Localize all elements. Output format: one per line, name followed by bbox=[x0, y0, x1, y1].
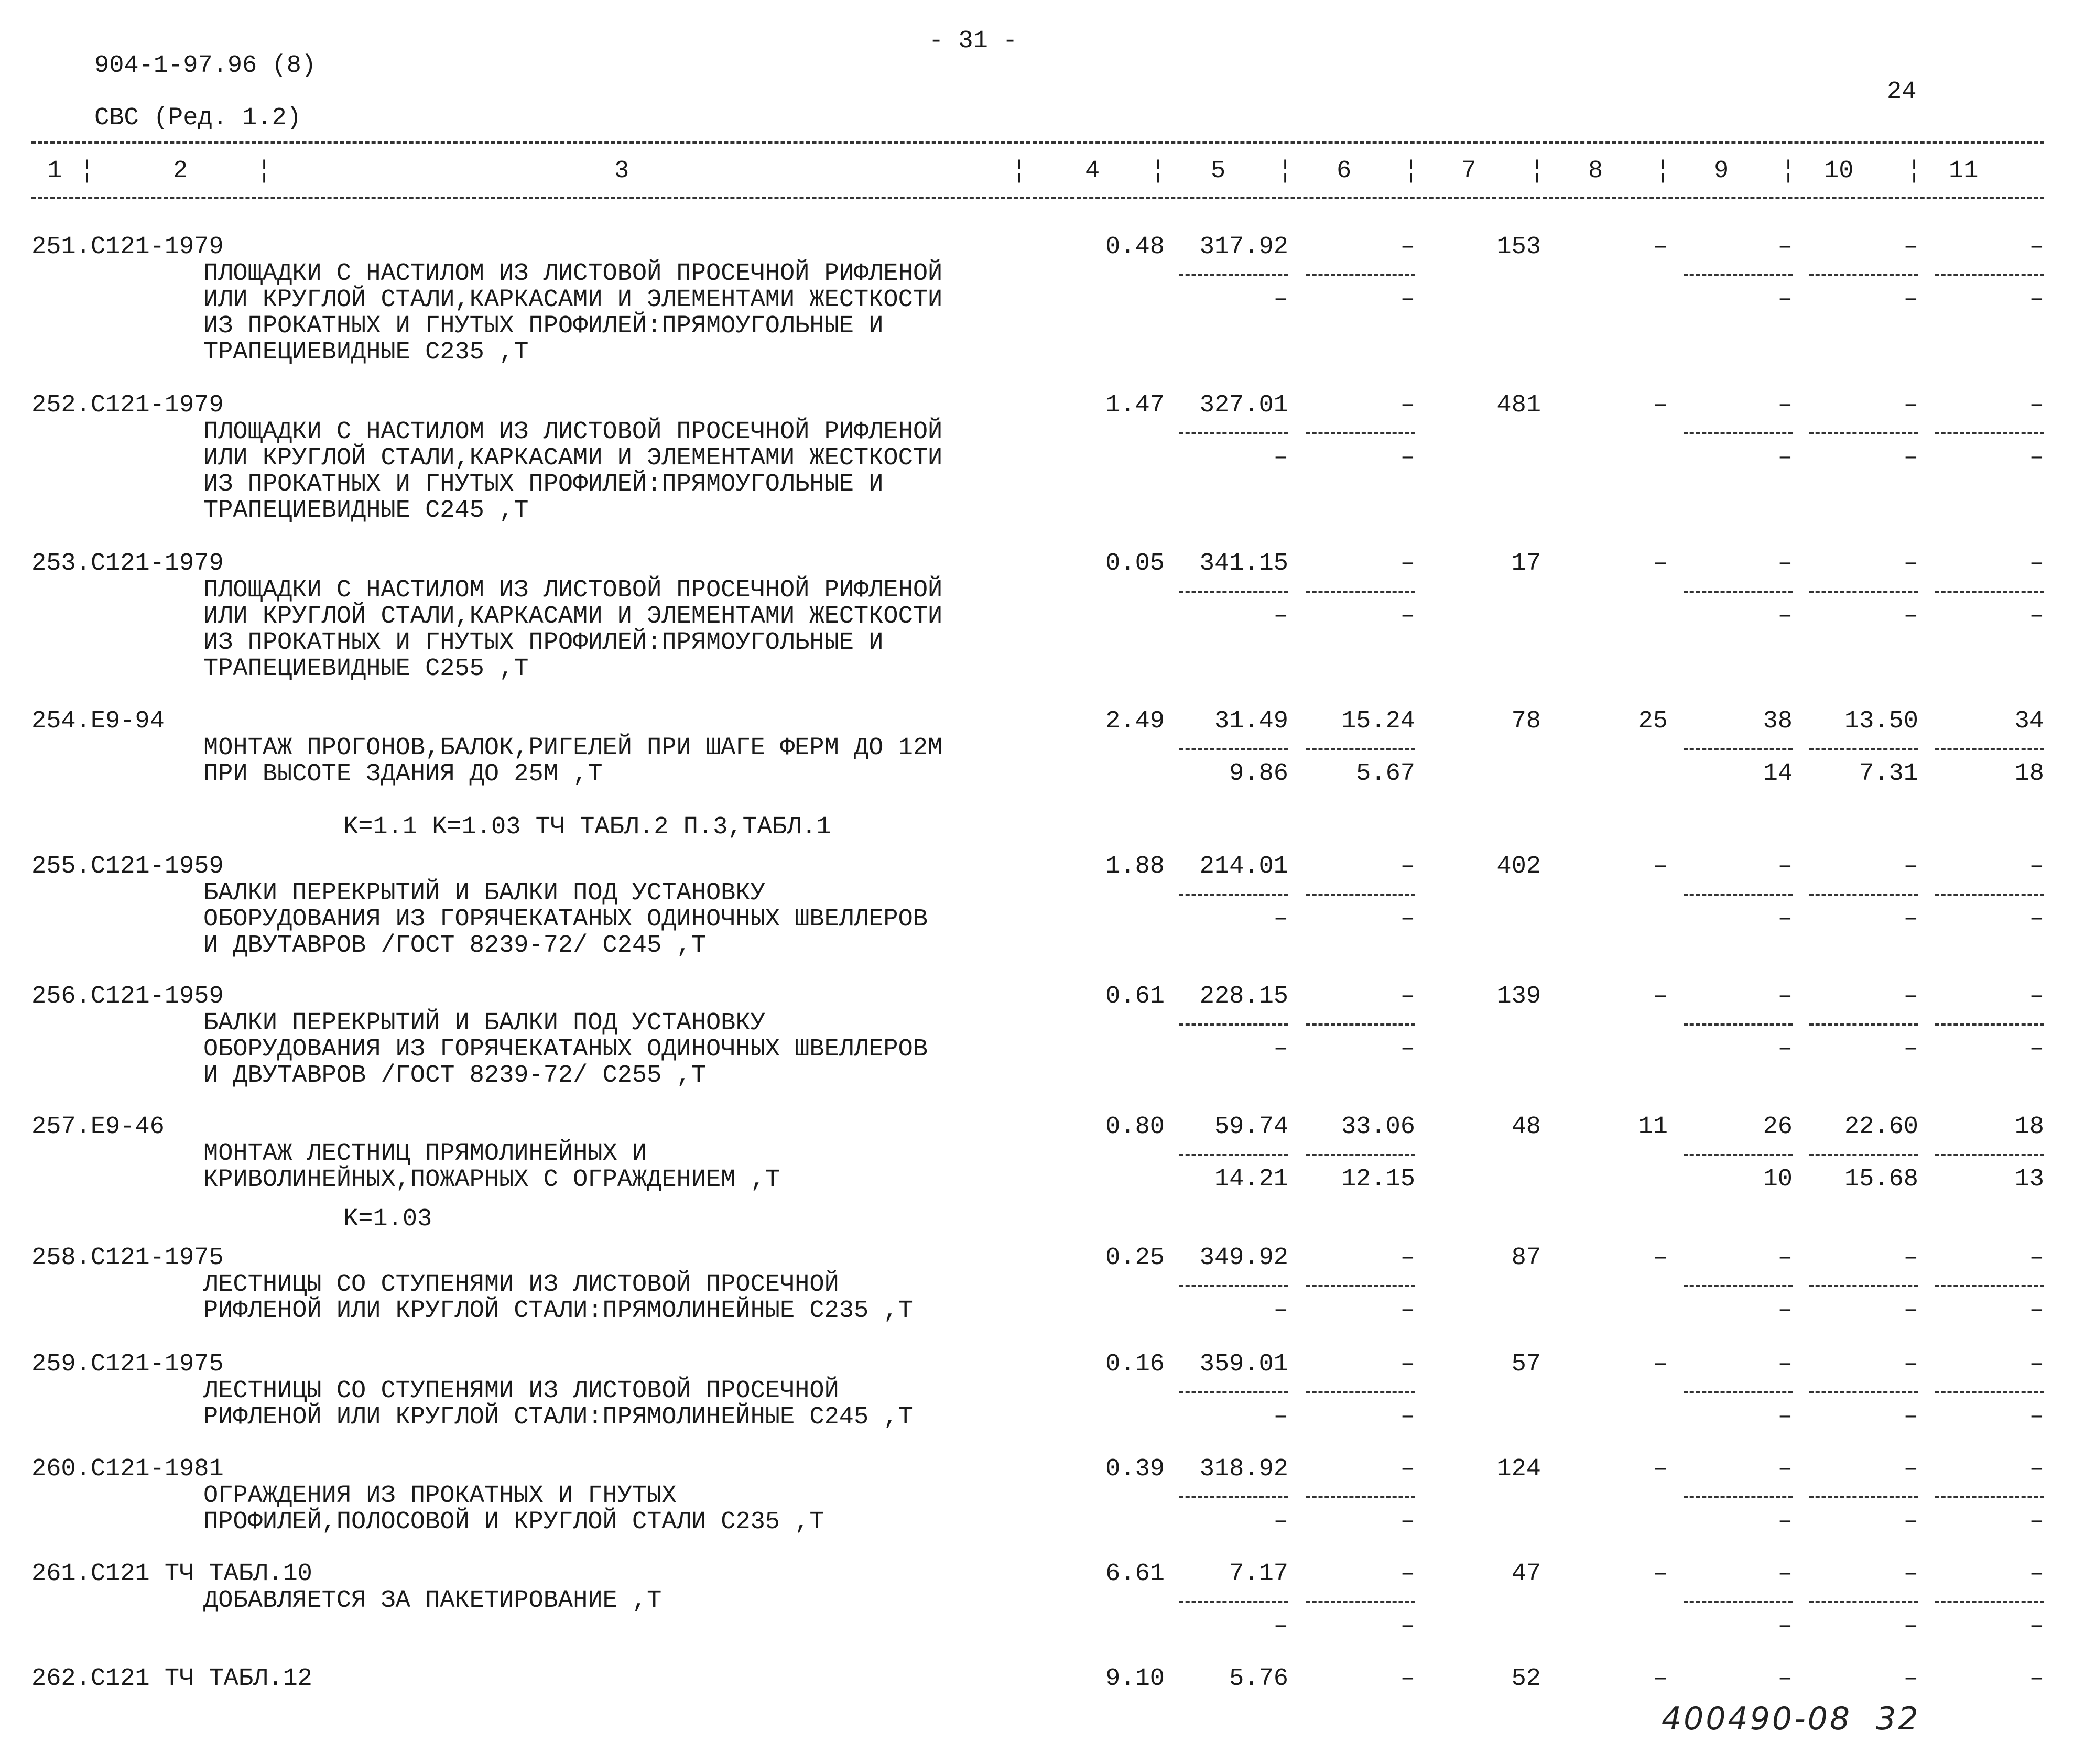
cell-col-9-lower: – bbox=[1777, 1613, 1793, 1640]
cell-col-6: – bbox=[1400, 853, 1415, 880]
cell-col-8: – bbox=[1653, 233, 1668, 261]
cell-col-10: – bbox=[1903, 983, 1918, 1010]
cell-col-11: – bbox=[2029, 1560, 2044, 1588]
row-description-line: БАЛКИ ПЕРЕКРЫТИЙ И БАЛКИ ПОД УСТАНОВКУ bbox=[203, 1009, 765, 1037]
cell-col-11: 34 bbox=[2014, 707, 2044, 735]
cell-col-6: 33.06 bbox=[1341, 1113, 1415, 1141]
fraction-divider bbox=[1306, 432, 1415, 434]
cell-col-11: – bbox=[2029, 1665, 2044, 1693]
fraction-divider bbox=[1684, 1023, 1793, 1026]
cell-col-10: – bbox=[1903, 1351, 1918, 1378]
row-description-line: ИЗ ПРОКАТНЫХ И ГНУТЫХ ПРОФИЛЕЙ:ПРЯМОУГОЛЬНЫЕ И bbox=[203, 471, 884, 498]
cell-col-6-lower: 12.15 bbox=[1341, 1166, 1415, 1193]
column-header-9: 9 bbox=[1714, 157, 1729, 185]
cell-col-8: – bbox=[1653, 983, 1668, 1010]
cell-col-6-lower: – bbox=[1400, 286, 1415, 313]
fraction-divider bbox=[1179, 1023, 1288, 1026]
fraction-divider bbox=[1935, 432, 2044, 434]
fraction-divider bbox=[1809, 748, 1918, 750]
cell-col-10-lower: 7.31 bbox=[1859, 760, 1918, 788]
column-header-5: 5 bbox=[1211, 157, 1226, 185]
cell-col-9: – bbox=[1777, 1455, 1793, 1483]
fraction-divider bbox=[1179, 1496, 1288, 1498]
row-code: 252.С121-1979 bbox=[31, 391, 224, 419]
row-description-line: ПРОФИЛЕЙ,ПОЛОСОВОЙ И КРУГЛОЙ СТАЛИ С235 ,Т bbox=[203, 1508, 824, 1536]
cell-col-8: – bbox=[1653, 853, 1668, 880]
row-code: 257.Е9-46 bbox=[31, 1113, 165, 1141]
cell-col-5-lower: 9.86 bbox=[1229, 760, 1288, 788]
cell-col-9-lower: – bbox=[1777, 905, 1793, 933]
cell-col-9: – bbox=[1777, 853, 1793, 880]
cell-col-6: – bbox=[1400, 1455, 1415, 1483]
fraction-divider bbox=[1935, 1285, 2044, 1287]
cell-col-7: 87 bbox=[1511, 1244, 1541, 1272]
cell-col-10: – bbox=[1903, 391, 1918, 419]
cell-col-8: 11 bbox=[1638, 1113, 1668, 1141]
cell-col-4: 6.61 bbox=[1105, 1560, 1165, 1588]
cell-col-5-lower: – bbox=[1273, 286, 1288, 313]
cell-col-10: – bbox=[1903, 1665, 1918, 1693]
cell-col-10-lower: – bbox=[1903, 1403, 1918, 1431]
cell-col-4: 0.25 bbox=[1105, 1244, 1165, 1272]
cell-col-11-lower: – bbox=[2029, 1297, 2044, 1324]
cell-col-10-lower: – bbox=[1903, 602, 1918, 630]
row-description-line: ДОБАВЛЯЕТСЯ ЗА ПАКЕТИРОВАНИЕ ,Т bbox=[203, 1587, 662, 1615]
cell-col-10-lower: – bbox=[1903, 1035, 1918, 1063]
row-description-line: ПЛОЩАДКИ С НАСТИЛОМ ИЗ ЛИСТОВОЙ ПРОСЕЧНОЙ РИФЛЕНОЙ bbox=[203, 260, 943, 288]
cell-col-6-lower: – bbox=[1400, 1403, 1415, 1431]
row-code: 259.С121-1975 bbox=[31, 1351, 224, 1378]
cell-col-9-lower: – bbox=[1777, 602, 1793, 630]
cell-col-5: 318.92 bbox=[1199, 1455, 1288, 1483]
cell-col-9: 38 bbox=[1763, 707, 1793, 735]
row-description-line: ТРАПЕЦИЕВИДНЫЕ С245 ,Т bbox=[203, 497, 529, 525]
fraction-divider bbox=[1179, 894, 1288, 896]
fraction-divider bbox=[1684, 274, 1793, 276]
fraction-divider bbox=[1306, 748, 1415, 750]
fraction-divider bbox=[1809, 1496, 1918, 1498]
cell-col-6: – bbox=[1400, 983, 1415, 1010]
cell-col-5: 359.01 bbox=[1199, 1351, 1288, 1378]
row-description-line: ИЛИ КРУГЛОЙ СТАЛИ,КАРКАСАМИ И ЭЛЕМЕНТАМИ ЖЕСТКОСТИ bbox=[203, 286, 943, 314]
fraction-divider bbox=[1935, 1496, 2044, 1498]
cell-col-5-lower: – bbox=[1273, 444, 1288, 472]
cell-col-5: 228.15 bbox=[1199, 983, 1288, 1010]
row-description-line: ПЛОЩАДКИ С НАСТИЛОМ ИЗ ЛИСТОВОЙ ПРОСЕЧНОЙ РИФЛЕНОЙ bbox=[203, 418, 943, 446]
fraction-divider bbox=[1935, 1023, 2044, 1026]
cell-col-6-lower: – bbox=[1400, 1508, 1415, 1536]
row-description-line: ЛЕСТНИЦЫ СО СТУПЕНЯМИ ИЗ ЛИСТОВОЙ ПРОСЕЧНОЙ bbox=[203, 1271, 839, 1299]
cell-col-6-lower: – bbox=[1400, 1035, 1415, 1063]
cell-col-4: 0.80 bbox=[1105, 1113, 1165, 1141]
fraction-divider bbox=[1809, 894, 1918, 896]
cell-col-6: – bbox=[1400, 233, 1415, 261]
row-description-line: КРИВОЛИНЕЙНЫХ,ПОЖАРНЫХ С ОГРАЖДЕНИЕМ ,Т bbox=[203, 1166, 780, 1194]
row-description-line: ОБОРУДОВАНИЯ ИЗ ГОРЯЧЕКАТАНЫХ ОДИНОЧНЫХ ШВЕЛЛЕРОВ bbox=[203, 906, 928, 933]
fraction-divider bbox=[1684, 432, 1793, 434]
cell-col-10-lower: – bbox=[1903, 1297, 1918, 1324]
fraction-divider bbox=[1935, 1601, 2044, 1603]
cell-col-5-lower: – bbox=[1273, 905, 1288, 933]
row-description-line: МОНТАЖ ПРОГОНОВ,БАЛОК,РИГЕЛЕЙ ПРИ ШАГЕ ФЕРМ ДО 12М bbox=[203, 734, 943, 762]
fraction-divider bbox=[1935, 894, 2044, 896]
cell-col-9: – bbox=[1777, 550, 1793, 578]
fraction-divider bbox=[1179, 591, 1288, 593]
row-description-line: ТРАПЕЦИЕВИДНЫЕ С255 ,Т bbox=[203, 655, 529, 683]
cell-col-9: – bbox=[1777, 233, 1793, 261]
fraction-divider bbox=[1809, 1391, 1918, 1393]
cell-col-8: – bbox=[1653, 1455, 1668, 1483]
row-coefficient-note: K=1.1 K=1.03 ТЧ ТАБЛ.2 П.3,ТАБЛ.1 bbox=[343, 813, 831, 841]
cell-col-10-lower: 15.68 bbox=[1844, 1166, 1918, 1193]
cell-col-10-lower: – bbox=[1903, 286, 1918, 313]
row-description-line: И ДВУТАВРОВ /ГОСТ 8239-72/ С245 ,Т bbox=[203, 932, 706, 960]
cell-col-6-lower: – bbox=[1400, 905, 1415, 933]
cell-col-11: – bbox=[2029, 550, 2044, 578]
fraction-divider bbox=[1306, 1154, 1415, 1156]
fraction-divider bbox=[1684, 748, 1793, 750]
fraction-divider bbox=[1935, 274, 2044, 276]
cell-col-6-lower: – bbox=[1400, 444, 1415, 472]
fraction-divider bbox=[1684, 894, 1793, 896]
row-code: 255.С121-1959 bbox=[31, 853, 224, 880]
cell-col-5: 341.15 bbox=[1199, 550, 1288, 578]
fraction-divider bbox=[1809, 1023, 1918, 1026]
cell-col-7: 124 bbox=[1496, 1455, 1541, 1483]
cell-col-11-lower: 13 bbox=[2014, 1166, 2044, 1193]
fraction-divider bbox=[1935, 1391, 2044, 1393]
row-description-line: ТРАПЕЦИЕВИДНЫЕ С235 ,Т bbox=[203, 339, 529, 366]
cell-col-11-lower: – bbox=[2029, 905, 2044, 933]
row-description-line: ОГРАЖДЕНИЯ ИЗ ПРОКАТНЫХ И ГНУТЫХ bbox=[203, 1482, 677, 1510]
fraction-divider bbox=[1935, 591, 2044, 593]
fraction-divider bbox=[1306, 894, 1415, 896]
row-code: 258.С121-1975 bbox=[31, 1244, 224, 1272]
row-code: 253.С121-1979 bbox=[31, 550, 224, 578]
fraction-divider bbox=[1179, 748, 1288, 750]
row-description-line: ЛЕСТНИЦЫ СО СТУПЕНЯМИ ИЗ ЛИСТОВОЙ ПРОСЕЧНОЙ bbox=[203, 1377, 839, 1405]
page-marker: - 31 - bbox=[929, 27, 1018, 55]
cell-col-5: 7.17 bbox=[1229, 1560, 1288, 1588]
cell-col-10: 22.60 bbox=[1844, 1113, 1918, 1141]
cell-col-7: 57 bbox=[1511, 1351, 1541, 1378]
cell-col-11-lower: – bbox=[2029, 1403, 2044, 1431]
fraction-divider bbox=[1179, 1154, 1288, 1156]
cell-col-9: 26 bbox=[1763, 1113, 1793, 1141]
header-top-rule bbox=[31, 141, 2044, 144]
fraction-divider bbox=[1179, 274, 1288, 276]
cell-col-6-lower: – bbox=[1400, 1613, 1415, 1640]
row-description-line: ИЗ ПРОКАТНЫХ И ГНУТЫХ ПРОФИЛЕЙ:ПРЯМОУГОЛЬНЫЕ И bbox=[203, 312, 884, 340]
cell-col-7: 481 bbox=[1496, 391, 1541, 419]
fraction-divider bbox=[1306, 1496, 1415, 1498]
cell-col-5-lower: – bbox=[1273, 1035, 1288, 1063]
cell-col-9-lower: – bbox=[1777, 1508, 1793, 1536]
cell-col-10: 13.50 bbox=[1844, 707, 1918, 735]
cell-col-6-lower: – bbox=[1400, 602, 1415, 630]
cell-col-9: – bbox=[1777, 1351, 1793, 1378]
cell-col-8: – bbox=[1653, 391, 1668, 419]
cell-col-5-lower: – bbox=[1273, 602, 1288, 630]
fraction-divider bbox=[1306, 274, 1415, 276]
cell-col-4: 9.10 bbox=[1105, 1665, 1165, 1693]
cell-col-6: – bbox=[1400, 391, 1415, 419]
fraction-divider bbox=[1179, 432, 1288, 434]
cell-col-9-lower: – bbox=[1777, 444, 1793, 472]
row-code: 251.С121-1979 bbox=[31, 233, 224, 261]
cell-col-11-lower: – bbox=[2029, 1508, 2044, 1536]
cell-col-6-lower: 5.67 bbox=[1356, 760, 1415, 788]
fraction-divider bbox=[1179, 1601, 1288, 1603]
fraction-divider bbox=[1809, 1154, 1918, 1156]
cell-col-9-lower: – bbox=[1777, 1403, 1793, 1431]
row-code: 254.Е9-94 bbox=[31, 707, 165, 735]
cell-col-7: 78 bbox=[1511, 707, 1541, 735]
cell-col-6: 15.24 bbox=[1341, 707, 1415, 735]
fraction-divider bbox=[1809, 274, 1918, 276]
cell-col-7: 17 bbox=[1511, 550, 1541, 578]
cell-col-10: – bbox=[1903, 550, 1918, 578]
cell-col-11: – bbox=[2029, 983, 2044, 1010]
column-header-4: 4 bbox=[1085, 157, 1100, 185]
cell-col-8: – bbox=[1653, 1351, 1668, 1378]
cell-col-11: – bbox=[2029, 1455, 2044, 1483]
cell-col-11: – bbox=[2029, 1244, 2044, 1272]
column-header-1: 1 bbox=[47, 157, 62, 185]
cell-col-9: – bbox=[1777, 1244, 1793, 1272]
cell-col-11-lower: – bbox=[2029, 1613, 2044, 1640]
row-code: 256.С121-1959 bbox=[31, 983, 224, 1010]
cell-col-9-lower: 10 bbox=[1763, 1166, 1793, 1193]
fraction-divider bbox=[1935, 748, 2044, 750]
cell-col-9-lower: – bbox=[1777, 1035, 1793, 1063]
fraction-divider bbox=[1179, 1391, 1288, 1393]
cell-col-5: 31.49 bbox=[1214, 707, 1288, 735]
fraction-divider bbox=[1684, 1285, 1793, 1287]
fraction-divider bbox=[1684, 591, 1793, 593]
row-description-line: ИЗ ПРОКАТНЫХ И ГНУТЫХ ПРОФИЛЕЙ:ПРЯМОУГОЛЬНЫЕ И bbox=[203, 629, 884, 657]
cell-col-6: – bbox=[1400, 550, 1415, 578]
cell-col-5-lower: – bbox=[1273, 1508, 1288, 1536]
cell-col-10-lower: – bbox=[1903, 1508, 1918, 1536]
cell-col-6: – bbox=[1400, 1665, 1415, 1693]
header-bottom-rule bbox=[31, 197, 2044, 199]
cell-col-7: 402 bbox=[1496, 853, 1541, 880]
cell-col-11-lower: – bbox=[2029, 286, 2044, 313]
cell-col-8: – bbox=[1653, 550, 1668, 578]
cell-col-9: – bbox=[1777, 391, 1793, 419]
cell-col-7: 48 bbox=[1511, 1113, 1541, 1141]
cell-col-10: – bbox=[1903, 853, 1918, 880]
cell-col-11: – bbox=[2029, 1351, 2044, 1378]
cell-col-8: – bbox=[1653, 1560, 1668, 1588]
cell-col-4: 0.48 bbox=[1105, 233, 1165, 261]
cell-col-6: – bbox=[1400, 1351, 1415, 1378]
cell-col-5-lower: – bbox=[1273, 1403, 1288, 1431]
fraction-divider bbox=[1684, 1391, 1793, 1393]
cell-col-9: – bbox=[1777, 1560, 1793, 1588]
cell-col-10-lower: – bbox=[1903, 444, 1918, 472]
column-header-10: 10 bbox=[1824, 157, 1854, 185]
cell-col-5-lower: 14.21 bbox=[1214, 1166, 1288, 1193]
row-description-line: ПЛОЩАДКИ С НАСТИЛОМ ИЗ ЛИСТОВОЙ ПРОСЕЧНОЙ РИФЛЕНОЙ bbox=[203, 576, 943, 604]
cell-col-9-lower: 14 bbox=[1763, 760, 1793, 788]
cell-col-10: – bbox=[1903, 233, 1918, 261]
fraction-divider bbox=[1306, 1023, 1415, 1026]
cell-col-6: – bbox=[1400, 1244, 1415, 1272]
column-header-3: 3 bbox=[614, 157, 629, 185]
column-header-6: 6 bbox=[1337, 157, 1352, 185]
cell-col-5: 317.92 bbox=[1199, 233, 1288, 261]
cell-col-11-lower: – bbox=[2029, 444, 2044, 472]
cell-col-10-lower: – bbox=[1903, 1613, 1918, 1640]
row-coefficient-note: K=1.03 bbox=[343, 1205, 432, 1233]
fraction-divider bbox=[1179, 1285, 1288, 1287]
row-description-line: ИЛИ КРУГЛОЙ СТАЛИ,КАРКАСАМИ И ЭЛЕМЕНТАМИ ЖЕСТКОСТИ bbox=[203, 603, 943, 630]
cell-col-5: 59.74 bbox=[1214, 1113, 1288, 1141]
cell-col-11: 18 bbox=[2014, 1113, 2044, 1141]
cell-col-10-lower: – bbox=[1903, 905, 1918, 933]
row-description-line: ПРИ ВЫСОТЕ ЗДАНИЯ ДО 25М ,Т bbox=[203, 760, 603, 788]
document-code: 904-1-97.96 (8) bbox=[94, 52, 317, 80]
row-code: 262.С121 ТЧ ТАБЛ.12 bbox=[31, 1665, 312, 1693]
cell-col-5-lower: – bbox=[1273, 1613, 1288, 1640]
cell-col-4: 0.05 bbox=[1105, 550, 1165, 578]
cell-col-5: 5.76 bbox=[1229, 1665, 1288, 1693]
cell-col-4: 2.49 bbox=[1105, 707, 1165, 735]
column-header-7: 7 bbox=[1461, 157, 1476, 185]
cell-col-10: – bbox=[1903, 1455, 1918, 1483]
cell-col-5: 327.01 bbox=[1199, 391, 1288, 419]
cell-col-7: 153 bbox=[1496, 233, 1541, 261]
fraction-divider bbox=[1306, 1601, 1415, 1603]
fraction-divider bbox=[1684, 1154, 1793, 1156]
fraction-divider bbox=[1684, 1496, 1793, 1498]
cell-col-4: 1.88 bbox=[1105, 853, 1165, 880]
row-description-line: ОБОРУДОВАНИЯ ИЗ ГОРЯЧЕКАТАНЫХ ОДИНОЧНЫХ ШВЕЛЛЕРОВ bbox=[203, 1036, 928, 1063]
fraction-divider bbox=[1684, 1601, 1793, 1603]
row-description-line: И ДВУТАВРОВ /ГОСТ 8239-72/ С255 ,Т bbox=[203, 1062, 706, 1090]
row-description-line: РИФЛЕНОЙ ИЛИ КРУГЛОЙ СТАЛИ:ПРЯМОЛИНЕЙНЫЕ С245 ,Т bbox=[203, 1403, 913, 1431]
fraction-divider bbox=[1935, 1154, 2044, 1156]
cell-col-9: – bbox=[1777, 1665, 1793, 1693]
cell-col-9-lower: – bbox=[1777, 1297, 1793, 1324]
cell-col-8: – bbox=[1653, 1244, 1668, 1272]
cell-col-4: 0.61 bbox=[1105, 983, 1165, 1010]
cell-col-8: 25 bbox=[1638, 707, 1668, 735]
cell-col-11: – bbox=[2029, 233, 2044, 261]
program-version: СВС (Ред. 1.2) bbox=[94, 104, 301, 132]
cell-col-11: – bbox=[2029, 853, 2044, 880]
fraction-divider bbox=[1306, 1285, 1415, 1287]
fraction-divider bbox=[1809, 1285, 1918, 1287]
fraction-divider bbox=[1306, 1391, 1415, 1393]
cell-col-5: 349.92 bbox=[1199, 1244, 1288, 1272]
cell-col-4: 1.47 bbox=[1105, 391, 1165, 419]
row-description-line: МОНТАЖ ЛЕСТНИЦ ПРЯМОЛИНЕЙНЫХ И bbox=[203, 1140, 647, 1168]
row-description-line: БАЛКИ ПЕРЕКРЫТИЙ И БАЛКИ ПОД УСТАНОВКУ bbox=[203, 879, 765, 907]
column-header-11: 11 bbox=[1949, 157, 1979, 185]
sheet-number: 24 bbox=[1887, 78, 1917, 106]
cell-col-11-lower: 18 bbox=[2014, 760, 2044, 788]
cell-col-11-lower: – bbox=[2029, 1035, 2044, 1063]
fraction-divider bbox=[1306, 591, 1415, 593]
cell-col-4: 0.16 bbox=[1105, 1351, 1165, 1378]
row-code: 261.С121 ТЧ ТАБЛ.10 bbox=[31, 1560, 312, 1588]
fraction-divider bbox=[1809, 1601, 1918, 1603]
cell-col-7: 47 bbox=[1511, 1560, 1541, 1588]
handwritten-annotation: 400490-08 32 bbox=[1662, 1701, 1920, 1737]
row-code: 260.С121-1981 bbox=[31, 1455, 224, 1483]
cell-col-10: – bbox=[1903, 1244, 1918, 1272]
cell-col-9-lower: – bbox=[1777, 286, 1793, 313]
cell-col-7: 52 bbox=[1511, 1665, 1541, 1693]
cell-col-6-lower: – bbox=[1400, 1297, 1415, 1324]
cell-col-11-lower: – bbox=[2029, 602, 2044, 630]
column-header-8: 8 bbox=[1588, 157, 1603, 185]
cell-col-6: – bbox=[1400, 1560, 1415, 1588]
cell-col-10: – bbox=[1903, 1560, 1918, 1588]
fraction-divider bbox=[1809, 432, 1918, 434]
cell-col-7: 139 bbox=[1496, 983, 1541, 1010]
row-description-line: РИФЛЕНОЙ ИЛИ КРУГЛОЙ СТАЛИ:ПРЯМОЛИНЕЙНЫЕ С235 ,Т bbox=[203, 1297, 913, 1325]
cell-col-8: – bbox=[1653, 1665, 1668, 1693]
fraction-divider bbox=[1809, 591, 1918, 593]
cell-col-4: 0.39 bbox=[1105, 1455, 1165, 1483]
cell-col-5: 214.01 bbox=[1199, 853, 1288, 880]
cell-col-11: – bbox=[2029, 391, 2044, 419]
cell-col-9: – bbox=[1777, 983, 1793, 1010]
cell-col-5-lower: – bbox=[1273, 1297, 1288, 1324]
row-description-line: ИЛИ КРУГЛОЙ СТАЛИ,КАРКАСАМИ И ЭЛЕМЕНТАМИ ЖЕСТКОСТИ bbox=[203, 444, 943, 472]
column-header-2: 2 bbox=[173, 157, 188, 185]
